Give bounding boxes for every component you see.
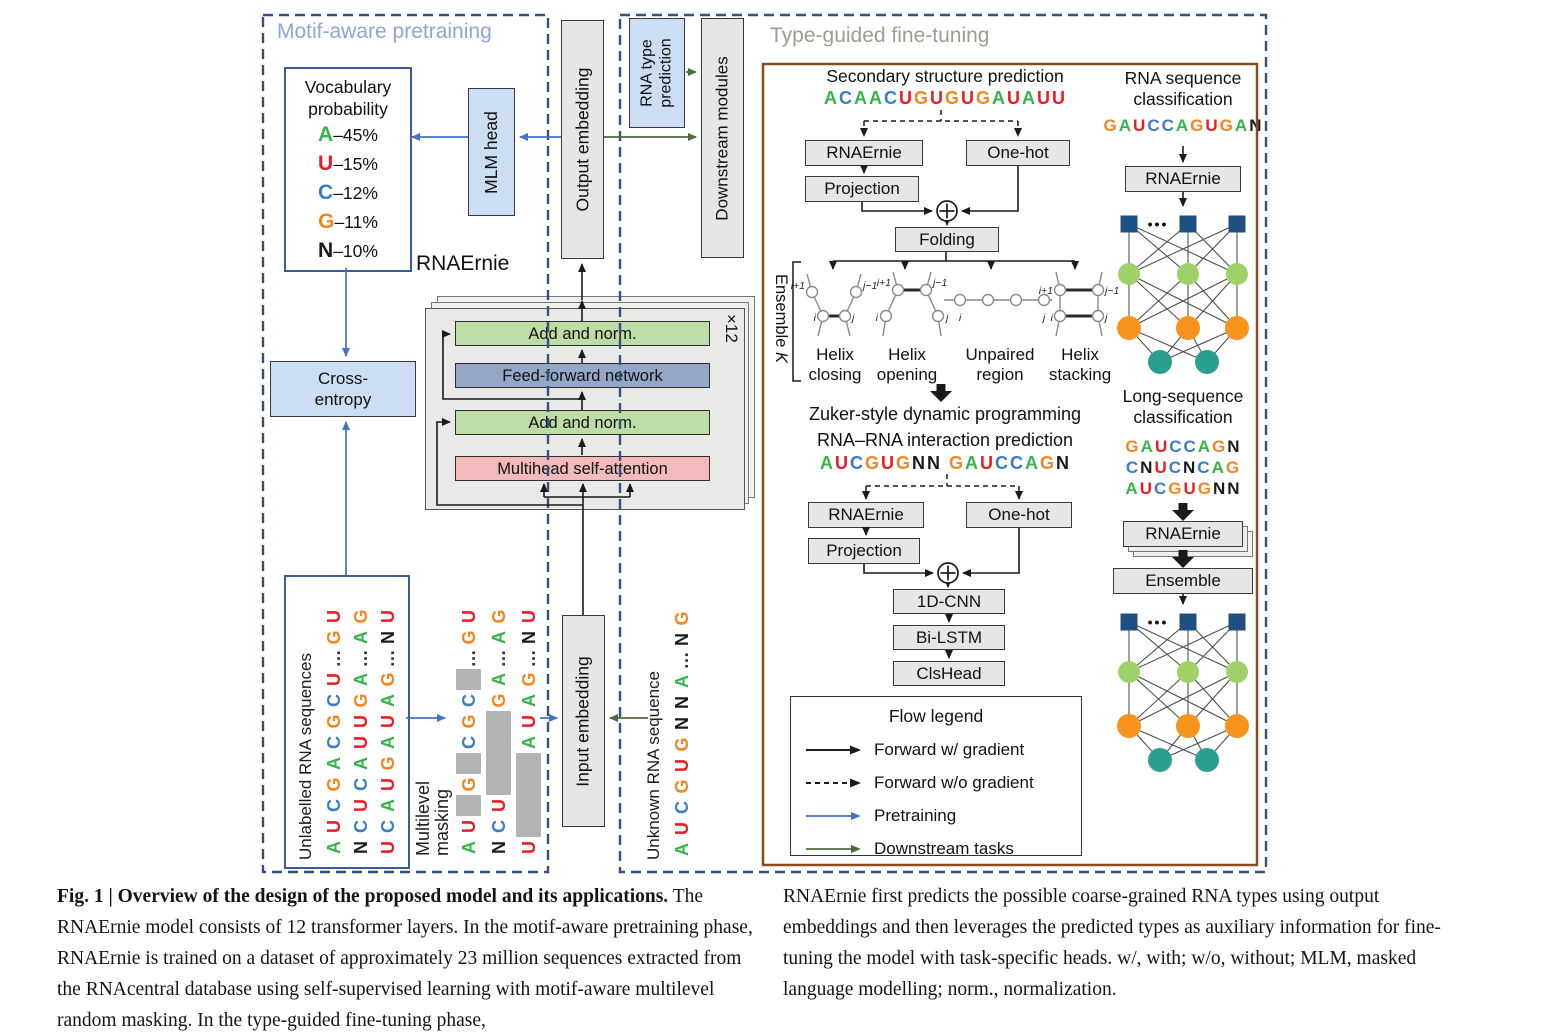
forward-gradient-arrow-icon	[805, 744, 863, 756]
clshead-box: ClsHead	[893, 661, 1005, 686]
svg-text:i+1: i+1	[790, 280, 805, 292]
flow-legend	[790, 696, 1082, 856]
rnaernie-box-rri: RNAErnie	[808, 502, 924, 528]
rnaernie-stack-label: RNAErnie	[416, 252, 510, 275]
rna-sequence: UCAUGAUAG…NU	[378, 610, 398, 854]
masked-rna-sequence: NCUGA…AG	[486, 606, 512, 858]
cross-entropy-box: Cross- entropy	[270, 361, 416, 417]
thick-down-arrow-icon	[930, 384, 952, 402]
feed-forward-box: Feed-forward network	[455, 363, 710, 388]
svg-text:j: j	[1042, 312, 1046, 324]
legend-item: Forward w/o gradient	[791, 773, 1081, 793]
ensemble-box: Ensemble	[1113, 568, 1253, 594]
rna-sequence: AUCGACGCU…GU	[324, 610, 344, 854]
add-norm-box-bottom: Add and norm.	[455, 410, 710, 435]
add-norm-box-top: Add and norm.	[455, 321, 710, 346]
svg-text:i: i	[1050, 312, 1053, 324]
vocab-item: N –10%	[318, 239, 378, 262]
neural-network-diagram	[1103, 210, 1263, 378]
add-operator-icon	[938, 563, 958, 583]
input-embedding-box: Input embedding	[562, 615, 605, 827]
zuker-label: Zuker-style dynamic programming	[808, 404, 1082, 424]
svg-text:j−1: j−1	[933, 277, 948, 289]
masked-rna-sequence: UAUAG…NU	[516, 606, 542, 858]
rri-sequence: AUCGUGNN GAUCCAGN	[819, 453, 1071, 473]
svg-text:j: j	[1105, 312, 1108, 324]
multihead-attention-box: Multihead self-attention	[455, 456, 710, 481]
projection-box-rri: Projection	[808, 538, 920, 564]
longseq-title: Long-sequence classification	[1122, 386, 1244, 427]
one-hot-box-rri: One-hot	[966, 502, 1072, 528]
unpaired-region-label: Unpaired region	[965, 345, 1035, 384]
legend-item: Forward w/ gradient	[791, 740, 1081, 760]
folding-box: Folding	[895, 227, 999, 252]
thick-down-arrow-icon	[1172, 503, 1194, 521]
vocab-title: Vocabulary probability	[304, 77, 392, 119]
legend-item: Pretraining	[791, 806, 1081, 826]
flow-legend-title: Flow legend	[888, 706, 984, 726]
cnn-box: 1D-CNN	[893, 589, 1005, 614]
finetuning-section-label: Type-guided fine-tuning	[770, 24, 990, 47]
vocab-item: A –45%	[318, 123, 378, 146]
longseq-sequence: AUCGUGNN	[1125, 479, 1241, 498]
rnaernie-box-seqcls: RNAErnie	[1125, 166, 1241, 192]
svg-text:i+1: i+1	[1038, 285, 1053, 297]
seqcls-sequence: GAUCCAGUGAN	[1103, 116, 1263, 135]
rnaernie-box-longseq: RNAErnie	[1123, 521, 1243, 547]
vocab-rows	[286, 123, 410, 268]
neural-network-diagram	[1103, 608, 1263, 776]
vocab-item: U –15%	[318, 152, 378, 175]
figure-caption-left: Fig. 1 | Overview of the design of the proposed model and its applications. The RNAErnie model consists of 12 transformer layers. In the motif-aware pretraining phase, RNAErnie is trained on a dataset of approximately 23 million sequences extracted from the RNAcentral database using self-supervised learning with motif-aware multilevel random masking. In the type-guided fine-tuning phase,	[57, 886, 753, 1031]
ensemble-k-label: Ensemble K	[772, 274, 790, 363]
mlm-head-box: MLM head	[468, 88, 515, 216]
pretraining-arrow-icon	[805, 810, 863, 822]
longseq-sequence: CNUCNCAG	[1125, 458, 1241, 477]
one-hot-box-ssp: One-hot	[966, 140, 1070, 166]
masked-rna-sequence: AUGCGC…GU	[456, 606, 482, 858]
svg-text:j−1: j−1	[1105, 285, 1120, 297]
output-embedding-box: Output embedding	[561, 20, 604, 259]
downstream-modules-box: Downstream modules	[701, 18, 744, 258]
rna-sequence: NCUCAUUGA…AG	[351, 609, 371, 854]
helix-closing-label: Helix closing	[808, 345, 862, 384]
rna-type-prediction-box: RNA type prediction	[629, 18, 685, 128]
vocab-item: G –11%	[318, 210, 378, 233]
svg-text:j: j	[852, 312, 855, 324]
ssp-title: Secondary structure prediction	[826, 66, 1064, 86]
legend-item: Downstream tasks	[791, 839, 1081, 859]
ssp-sequence: ACAACUGUGUGAUAUU	[823, 88, 1067, 108]
pretraining-section-label: Motif-aware pretraining	[277, 20, 492, 43]
svg-text:i: i	[875, 312, 878, 324]
x12-label: ×12	[722, 314, 741, 343]
unlabelled-sequences-label: Unlabelled RNA sequences	[296, 653, 315, 860]
svg-text:j: j	[946, 312, 949, 324]
bilstm-box: Bi-LSTM	[893, 625, 1005, 650]
rnaernie-box-ssp: RNAErnie	[805, 140, 923, 166]
unknown-sequence-label: Unknown RNA sequence	[644, 670, 663, 860]
helix-stacking-label: Helix stacking	[1048, 345, 1112, 384]
unknown-rna-sequence: AUCGUGNNA…NG	[672, 611, 692, 856]
svg-text:j−1: j−1	[863, 280, 878, 292]
projection-box-ssp: Projection	[805, 176, 919, 202]
downstream-tasks-arrow-icon	[805, 843, 863, 855]
multilevel-masking-label: Multilevel masking	[413, 780, 452, 856]
svg-text:i: i	[813, 312, 816, 324]
svg-text:i: i	[958, 312, 962, 324]
longseq-sequence: GAUCCAGN	[1125, 437, 1241, 456]
svg-text:i+1: i+1	[876, 277, 891, 289]
svg-text:•••: •••	[1147, 614, 1169, 630]
add-operator-icon	[937, 201, 957, 221]
seqcls-title: RNA sequence classification	[1124, 68, 1242, 109]
forward-no-gradient-arrow-icon	[805, 777, 863, 789]
vocabulary-probability-box	[284, 67, 412, 272]
figure-caption-right: RNAErnie first predicts the possible coarse-grained RNA types using output embeddings and then leverages the predicted types as auxiliary information for fine-tuning the model with task-specific heads. w/, with; w/o, without; MLM, masked language modelling; norm., normalization.	[783, 886, 1441, 1000]
rri-title: RNA–RNA interaction prediction	[816, 430, 1074, 450]
svg-text:•••: •••	[1147, 216, 1169, 232]
helix-opening-label: Helix opening	[876, 345, 938, 384]
vocab-item: C –12%	[318, 181, 378, 204]
